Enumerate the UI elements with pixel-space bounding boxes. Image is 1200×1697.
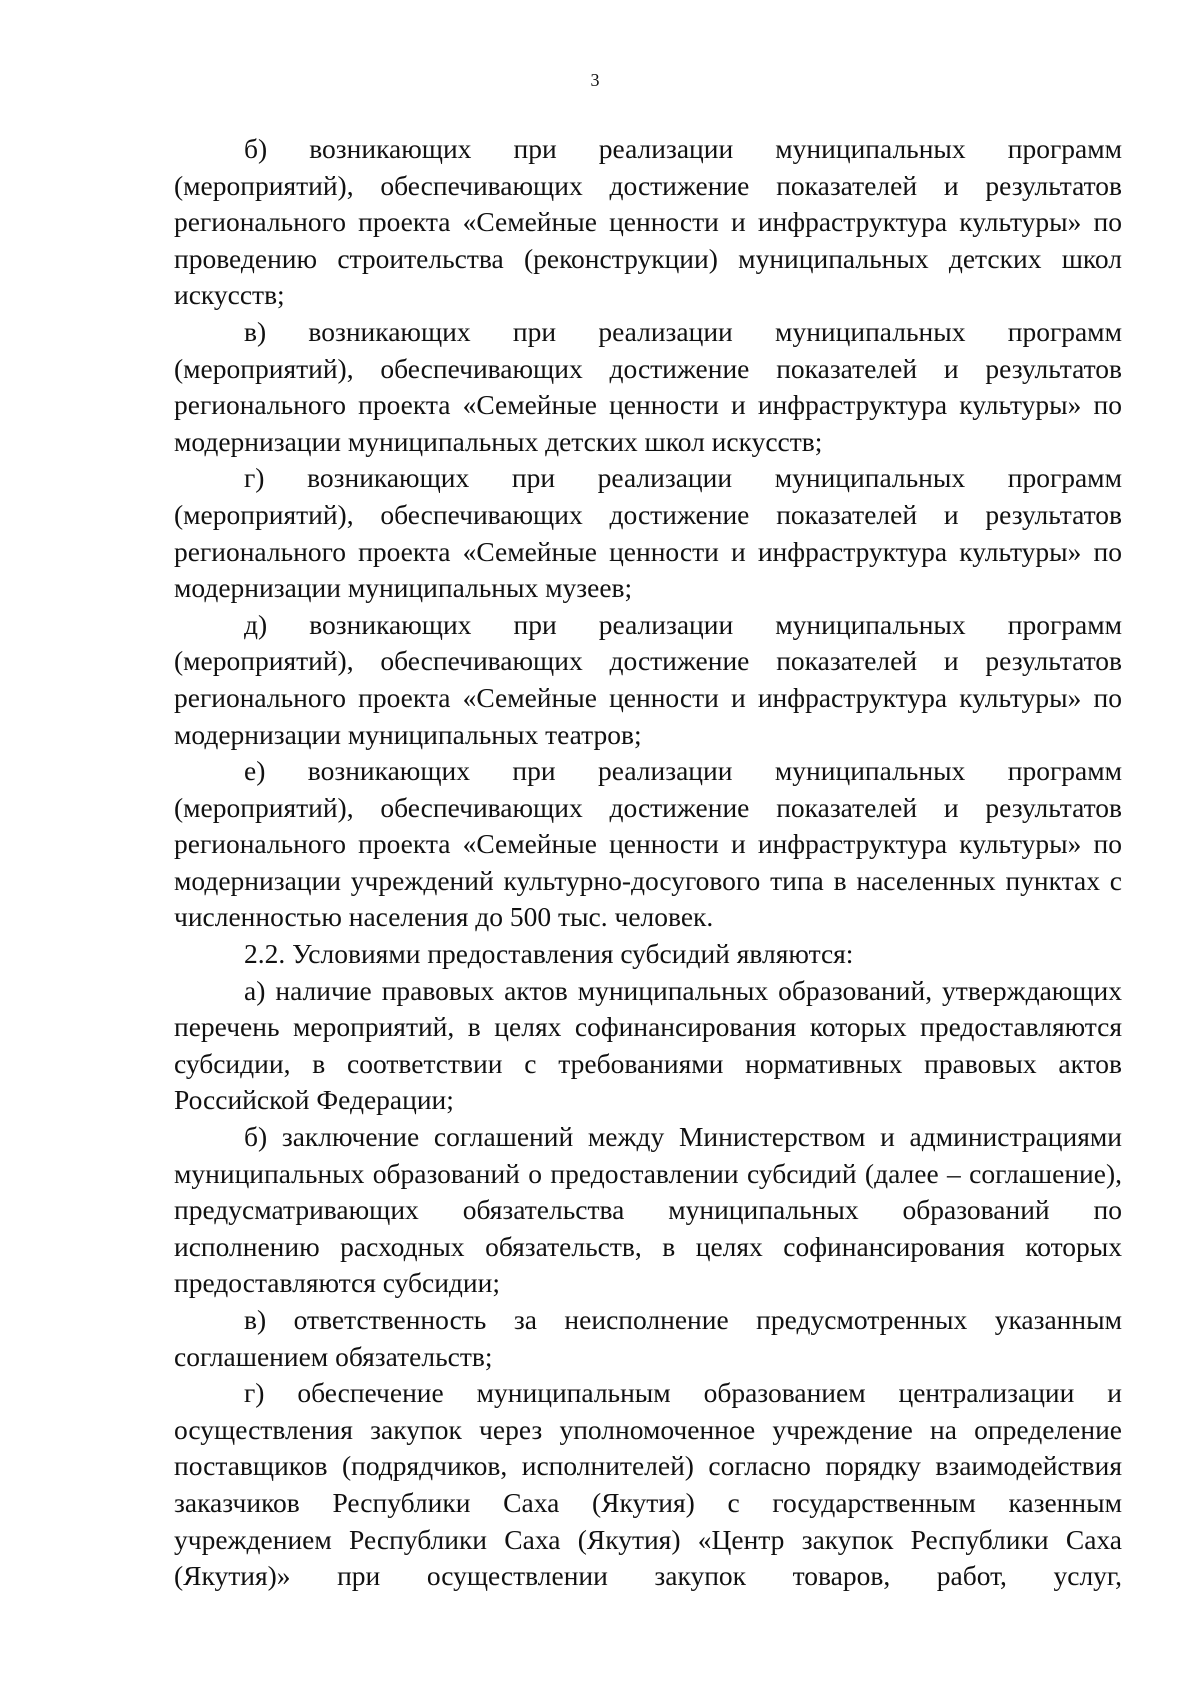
paragraph-g-procurement: г) обеспечение муниципальным образованием централизации и осуществления закупок через уполномоченное учреждение на определение поставщиков (подрядчиков, исполнителей) согласно порядку взаимодействия заказчиков Республики Саха (Якутия) с государственным казенным учреждением Республики Саха (Якутия) «Центр закупок Республики Саха (Якутия)» при осуществлении закупок товаров, работ, услуг, bbox=[174, 1377, 1122, 1592]
paragraph-g-museums: г) возникающих при реализации муниципальных программ (мероприятий), обеспечивающих достижение показателей и результатов регионального проекта «Семейные ценности и инфраструктура культуры» по модернизации муниципальных музеев; bbox=[174, 462, 1122, 604]
page-number: 3 bbox=[590, 70, 600, 90]
paragraph-a-legal-acts: а) наличие правовых актов муниципальных образований, утверждающих перечень мероприятий, в целях софинансирования которых предоставляются субсидии, в соответствии с требованиями нормативных правовых актов Российской Федерации; bbox=[174, 974, 1122, 1116]
paragraph-e-cultural-institutions: е) возникающих при реализации муниципальных программ (мероприятий), обеспечивающих достижение показателей и результатов регионального проекта «Семейные ценности и инфраструктура культуры» по модернизации учреждений культурно-досугового типа в населенных пунктах с численностью населения до 500 тыс. человек. bbox=[174, 755, 1122, 933]
paragraph-v-responsibility: в) ответственность за неисполнение предусмотренных указанным соглашением обязательств; bbox=[174, 1304, 1122, 1372]
paragraph-d-theatres: д) возникающих при реализации муниципальных программ (мероприятий), обеспечивающих достижение показателей и результатов регионального проекта «Семейные ценности и инфраструктура культуры» по модернизации муниципальных театров; bbox=[174, 608, 1122, 750]
paragraph-v-art-schools: в) возникающих при реализации муниципальных программ (мероприятий), обеспечивающих достижение показателей и результатов регионального проекта «Семейные ценности и инфраструктура культуры» по модернизации муниципальных детских школ искусств; bbox=[174, 315, 1122, 457]
paragraph-b-construction: б) возникающих при реализации муниципальных программ (мероприятий), обеспечивающих достижение показателей и результатов регионального проекта «Семейные ценности и инфраструктура культуры» по проведению строительства (реконструкции) муниципальных детских школ искусств; bbox=[174, 133, 1122, 311]
document-body bbox=[174, 131, 1122, 1595]
paragraph-b-agreements: б) заключение соглашений между Министерством и администрациями муниципальных образований о предоставлении субсидий (далее – соглашение), предусматривающих обязательства муниципальных образований по исполнению расходных обязательств, в целях софинансирования которых предоставляются субсидии; bbox=[174, 1121, 1122, 1299]
paragraph-2-2-conditions: 2.2. Условиями предоставления субсидий являются: bbox=[244, 938, 854, 970]
